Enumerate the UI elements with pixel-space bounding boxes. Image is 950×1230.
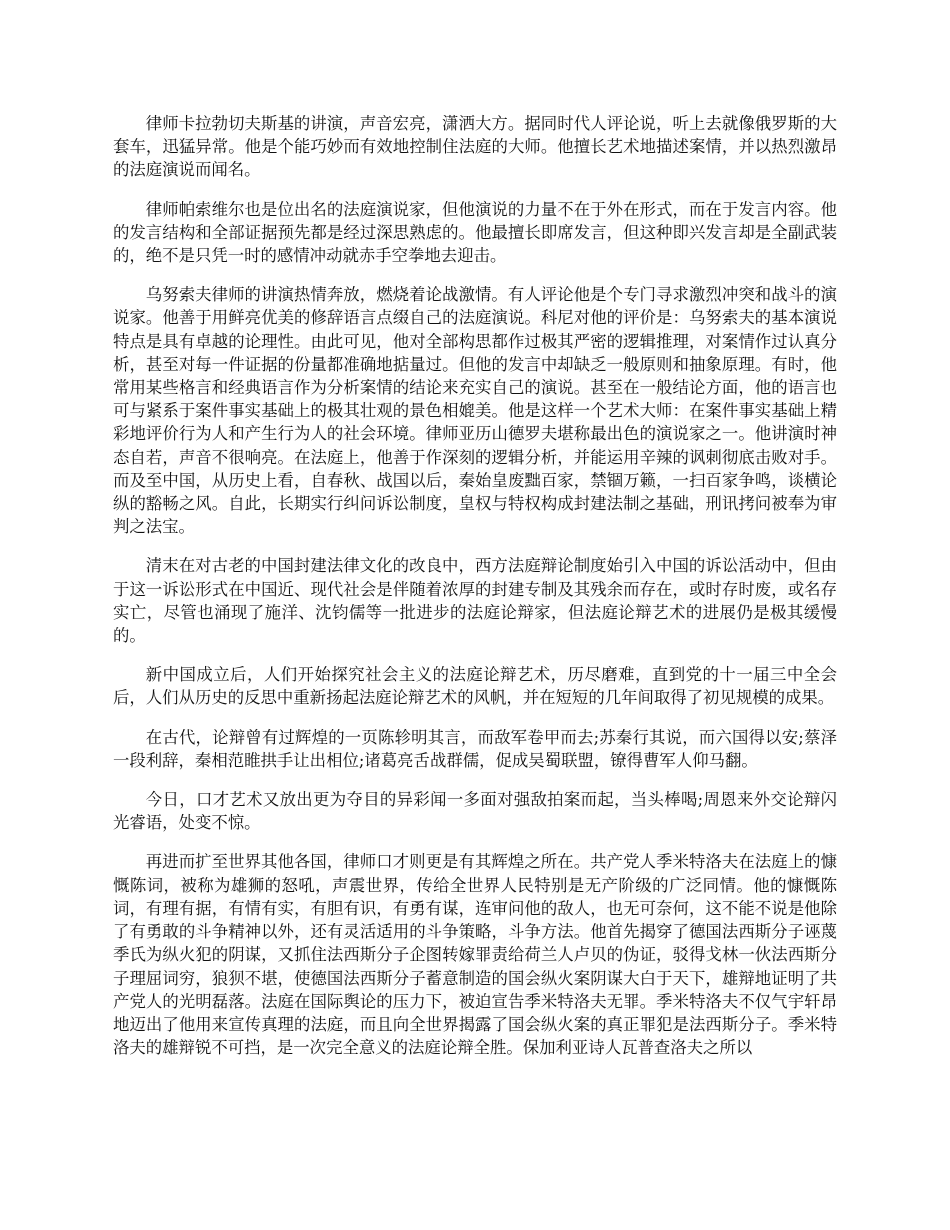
paragraph-3: 乌努索夫律师的讲演热情奔放，燃烧着论战激情。有人评论他是个专门寻求激烈冲突和战斗的演说家。他善于用鲜亮优美的修辞语言点缀自己的法庭演说。科尼对他的评价是：乌努索夫的基本演说特点是具有卓越的论理性。由此可见，他对全部构思都作过极其严密的逻辑推理，对案情作过认真分析，甚至对每一件证据的份量都准确地掂量过。但他的发言中却缺乏一般原则和抽象原理。有时，他常用某些格言和经典语言作为分析案情的结论来充实自己的演说。甚至在一般结论方面，他的语言也可与紧系于案件事实基础上的极其壮观的景色相媲美。他是这样一个艺术大师：在案件事实基础上精彩地评价行为人和产生行为人的社会环境。律师亚历山德罗夫堪称最出色的演说家之一。他讲演时神态自若，声音不很响亮。在法庭上，他善于作深刻的逻辑分析，并能运用辛辣的讽刺彻底击败对手。而及至中国，从历史上看，自春秋、战国以后，秦始皇废黜百家，禁锢万籁，一扫百家争鸣，谈横论纵的豁畅之风。自此，长期实行纠问诉讼制度，皇权与特权构成封建法制之基础，刑讯拷问被奉为审判之法宝。: [113, 285, 837, 537]
paragraph-2: 律师帕索维尔也是位出名的法庭演说家，但他演说的力量不在于外在形式，而在于发言内容。他的发言结构和全部证据预先都是经过深思熟虑的。他最擅长即席发言，但这种即兴发言却是全副武装的，绝不是只凭一时的感情冲动就赤手空拳地去迎击。: [113, 199, 837, 266]
paragraph-6: 在古代，论辩曾有过辉煌的一页陈轸明其言，而敌军卷甲而去;苏秦行其说，而六国得以安;蔡泽一段利辞，秦相范睢拱手让出相位;诸葛亮舌战群儒，促成吴蜀联盟，镣得曹军人仰马翻。: [113, 727, 837, 770]
paragraph-4: 清末在对古老的中国封建法律文化的改良中，西方法庭辩论制度始引入中国的诉讼活动中，但由于这一诉讼形式在中国近、现代社会是伴随着浓厚的封建专制及其残余而存在，或时存时废，或名存实亡，尽管也涌现了施洋、沈钧儒等一批进步的法庭论辩家，但法庭论辩艺术的进展仍是极其缓慢的。: [113, 556, 837, 646]
paragraph-1: 律师卡拉勃切夫斯基的讲演，声音宏亮，潇洒大方。据同时代人评论说，听上去就像俄罗斯的大套车，迅猛异常。他是个能巧妙而有效地控制住法庭的大师。他擅长艺术地描述案情，并以热烈激昂的法庭演说而闻名。: [113, 114, 837, 180]
paragraph-5: 新中国成立后，人们开始探究社会主义的法庭论辩艺术，历尽磨难，直到党的十一届三中全会后，人们从历史的反思中重新扬起法庭论辩艺术的风帆，并在短短的几年间取得了初见规模的成果。: [113, 665, 837, 708]
paragraph-7: 今日，口才艺术又放出更为夺目的异彩闻一多面对强敌拍案而起，当头棒喝;周恩来外交论辩闪光睿语，处变不惊。: [113, 790, 837, 833]
document-body: [113, 112, 837, 1075]
paragraph-8: 再进而扩至世界其他各国，律师口才则更是有其辉煌之所在。共产党人季米特洛夫在法庭上的慷慨陈词，被称为雄狮的怒吼，声震世界，传给全世界人民特别是无产阶级的广泛同情。他的慷慨陈词，有理有据，有情有实，有胆有识，有勇有谋，连审问他的敌人，也无可奈何，这不能不说是他除了有勇敢的斗争精神以外，还有灵活适用的斗争策略，斗争方法。他首先揭穿了德国法西斯分子诬蔑季氏为纵火犯的阴谋，又抓住法西斯分子企图转嫁罪责给荷兰人卢贝的伪证，驳得戈林一伙法西斯分子理屈词穷，狼狈不堪，使德国法西斯分子蓄意制造的国会纵火案阴谋大白于天下，雄辩地证明了共产党人的光明磊落。法庭在国际舆论的压力下，被迫宣告季米特洛夫无罪。季米特洛夫不仅气宇轩昂地迈出了他用来宣传真理的法庭，而且向全世界揭露了国会纵火案的真正罪犯是法西斯分子。季米特洛夫的雄辩锐不可挡，是一次完全意义的法庭论辩全胜。保加利亚诗人瓦普查洛夫之所以: [113, 852, 837, 1058]
